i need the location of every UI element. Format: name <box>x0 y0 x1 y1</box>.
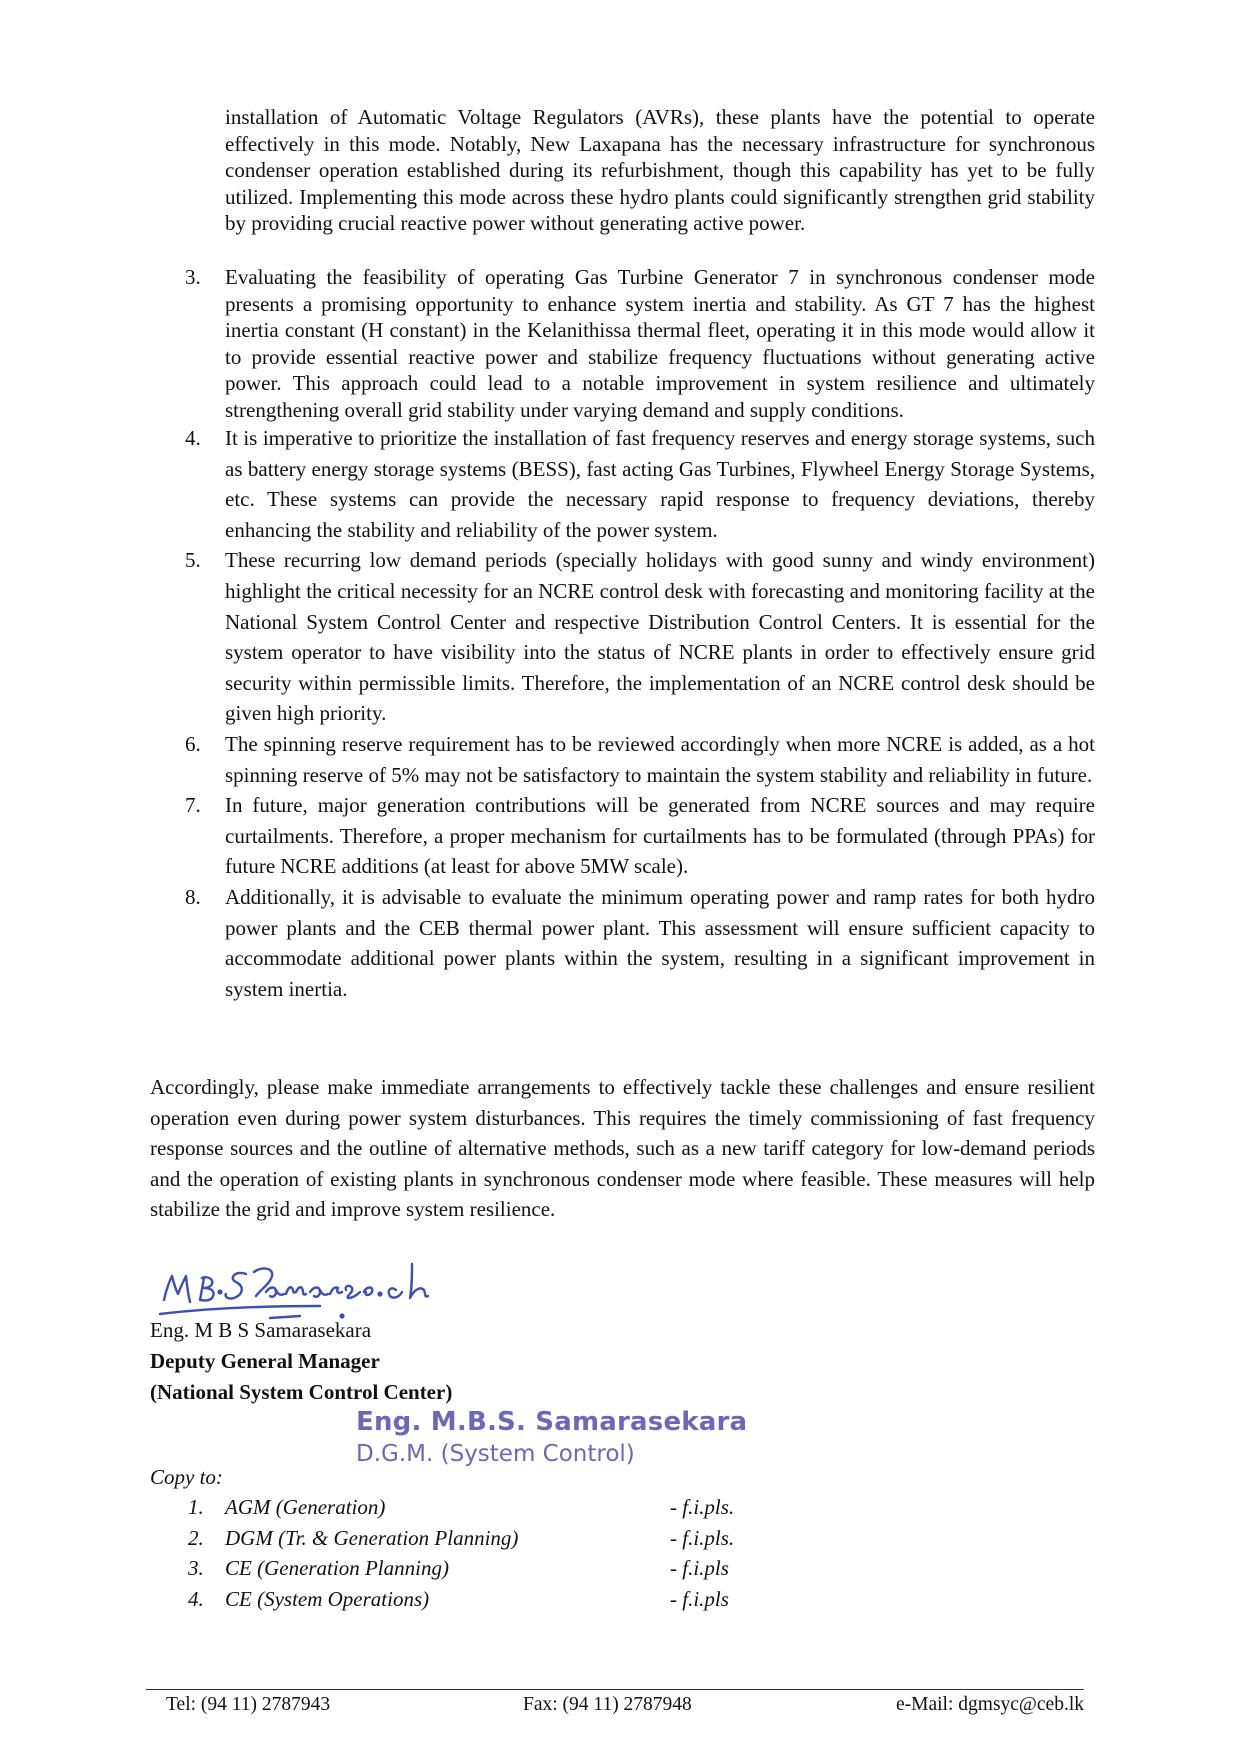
list-item-number: 7. <box>185 793 201 818</box>
copy-to-recipient: DGM (Tr. & Generation Planning) <box>225 1525 519 1550</box>
copy-to-note: - f.i.pls <box>670 1556 729 1580</box>
copy-to-label: Copy to: <box>150 1465 223 1489</box>
list-item-number: 6. <box>185 731 201 756</box>
copy-to-note: - f.i.pls. <box>670 1525 735 1550</box>
list-item-number: 3. <box>185 265 201 289</box>
list-item <box>185 545 1095 729</box>
continuation-paragraph: installation of Automatic Voltage Regulators (AVRs), these plants have the potential to operate effectively in this mode. Notably, New Laxapana has the necessary infrastructure for synchronous condenser operation established during its refurbishment, though this capability has yet to be fully utilized. Implementing this mode across these hydro plants could significantly strengthen grid stability by providing crucial reactive power without generating active power. <box>225 105 1095 235</box>
footer-divider <box>146 1689 1084 1690</box>
closing-paragraph: Accordingly, please make immediate arrangements to effectively tackle these challenges and ensure resilient operation even during power system disturbances. This requires the timely commissioning of fast frequency response sources and the outline of alternative methods, such as a new tariff category for low-demand periods and the operation of existing plants in synchronous condenser mode where feasible. These measures will help stabilize the grid and improve system resilience. <box>150 1075 1095 1222</box>
list-item-number: 4. <box>185 426 201 450</box>
list-item <box>185 790 1095 882</box>
list-item-text: Evaluating the feasibility of operating Gas Turbine Generator 7 in synchronous condenser mode presents a promising opportunity to enhance system inertia and stability. As GT 7 has the highest inertia constant (H constant) in the Kelanithissa thermal fleet, operating it in this mode would allow it to provide essential reactive power and stabilize frequency fluctuations without generating active power. This approach could lead to a notable improvement in system resilience and ultimately strengthening overall grid stability under varying demand and supply conditions. <box>225 265 1095 422</box>
list-item-number: 5. <box>185 548 201 573</box>
copy-to-item <box>150 1584 729 1615</box>
copy-to-item <box>150 1492 735 1523</box>
copy-to-item <box>150 1553 729 1584</box>
copy-to-note: - f.i.pls. <box>670 1495 735 1519</box>
copy-to-number: 3. <box>188 1556 204 1580</box>
list-item-text: These recurring low demand periods (specially holidays with good sunny and windy environment) highlight the critical necessity for an NCRE control desk with forecasting and monitoring facility at the National System Control Center and respective Distribution Control Centers. It is essential for the system operator to have visibility into the status of NCRE plants in order to effectively ensure grid security within permissible limits. Therefore, the implementation of an NCRE control desk should be given high priority. <box>225 548 1095 726</box>
footer-telephone: Tel: (94 11) 2787943 <box>166 1694 331 1715</box>
signatory-title: Deputy General Manager <box>150 1349 380 1373</box>
copy-to-number: 1. <box>188 1495 204 1519</box>
signature-block <box>150 1315 452 1408</box>
copy-to-note: - f.i.pls <box>670 1586 729 1611</box>
footer-fax: Fax: (94 11) 2787948 <box>523 1694 692 1715</box>
list-item <box>185 882 1095 1004</box>
copy-to-number: 4. <box>188 1586 204 1611</box>
footer-email: e-Mail: dgmsyc@ceb.lk <box>896 1694 1084 1715</box>
stamp-designation: D.G.M. (System Control) <box>356 1441 635 1467</box>
signatory-name: Eng. M B S Samarasekara <box>150 1318 372 1342</box>
list-item-text: The spinning reserve requirement has to be reviewed accordingly when more NCRE is added, as a hot spinning reserve of 5% may not be satisfactory to maintain the system stability and reliability in future. <box>225 731 1095 787</box>
list-item <box>185 423 1095 545</box>
copy-to-item <box>150 1523 735 1554</box>
list-item-number: 8. <box>185 884 201 909</box>
copy-to-recipient: CE (System Operations) <box>225 1586 430 1611</box>
list-item-text: In future, major generation contributions will be generated from NCRE sources and may require curtailments. Therefore, a proper mechanism for curtailments has to be formulated (through PPAs) for future NCRE additions (at least for above 5MW scale). <box>225 793 1095 879</box>
recommendations-list <box>185 264 1095 1004</box>
copy-to-recipient: CE (Generation Planning) <box>225 1556 449 1580</box>
signatory-office: (National System Control Center) <box>150 1380 453 1404</box>
copy-to-section <box>150 1462 735 1614</box>
list-item-text: Additionally, it is advisable to evaluate the minimum operating power and ramp rates for both hydro power plants and the CEB thermal power plant. This assessment will ensure sufficient capacity to accommodate additional power plants within the system, resulting in a significant improvement in system inertia. <box>225 884 1095 1001</box>
stamp-name: Eng. M.B.S. Samarasekara <box>356 1407 748 1437</box>
list-item-text: It is imperative to prioritize the installation of fast frequency reserves and energy storage systems, such as battery energy storage systems (BESS), fast acting Gas Turbines, Flywheel Energy Storage Systems, etc. These systems can provide the necessary rapid response to frequency deviations, thereby enhancing the stability and reliability of the power system. <box>225 426 1095 542</box>
footer <box>146 1692 1084 1718</box>
list-item <box>185 729 1095 790</box>
copy-to-recipient: AGM (Generation) <box>225 1495 386 1519</box>
copy-to-number: 2. <box>188 1525 204 1550</box>
list-item <box>185 264 1095 423</box>
name-stamp <box>356 1405 747 1469</box>
